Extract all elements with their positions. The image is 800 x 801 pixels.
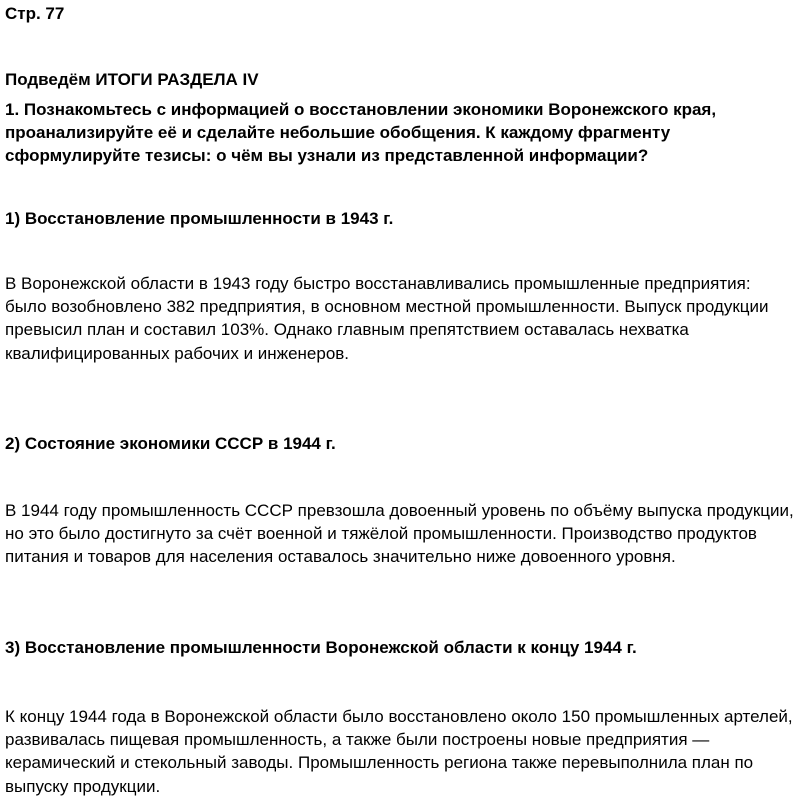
fragment-text-2: В 1944 году промышленность СССР превзошла довоенный уровень по объёму выпуска продукции, но это было достигнуто за счёт военной и тяжёлой промышленности. Производство продуктов питания и товаров для населения оставалось значительно ниже довоенного уровня. xyxy=(5,501,794,567)
page-number: Стр. 77 xyxy=(5,4,65,23)
fragment-heading-2: 2) Состояние экономики СССР в 1944 г. xyxy=(5,434,336,453)
section-title: Подведём ИТОГИ РАЗДЕЛА IV xyxy=(5,70,259,89)
fragment-text-1: В Воронежской области в 1943 году быстро восстанавливались промышленные предприятия: было возобновлено 382 предприятия, в основном местной промышленности. Выпуск продукции превысил план и составил 103%. Однако главным препятствием оставалась нехватка квалифицированных рабочих и инженеров. xyxy=(5,274,769,363)
fragment-heading-1: 1) Восстановление промышленности в 1943 г. xyxy=(5,209,394,228)
fragment-heading-3: 3) Восстановление промышленности Воронежской области к концу 1944 г. xyxy=(5,638,637,657)
task-instruction: 1. Познакомьтесь с информацией о восстановлении экономики Воронежского края, проанализируйте её и сделайте небольшие обобщения. К каждому фрагменту сформулируйте тезисы: о чём вы узнали из представленной информации? xyxy=(5,100,717,165)
fragment-text-3: К концу 1944 года в Воронежской области было восстановлено около 150 промышленных артелей, развивалась пищевая промышленность, а также были построены новые предприятия — керамический и стекольный заводы. Промышленность региона также перевыполнила план по выпуску продукции. xyxy=(5,707,793,796)
